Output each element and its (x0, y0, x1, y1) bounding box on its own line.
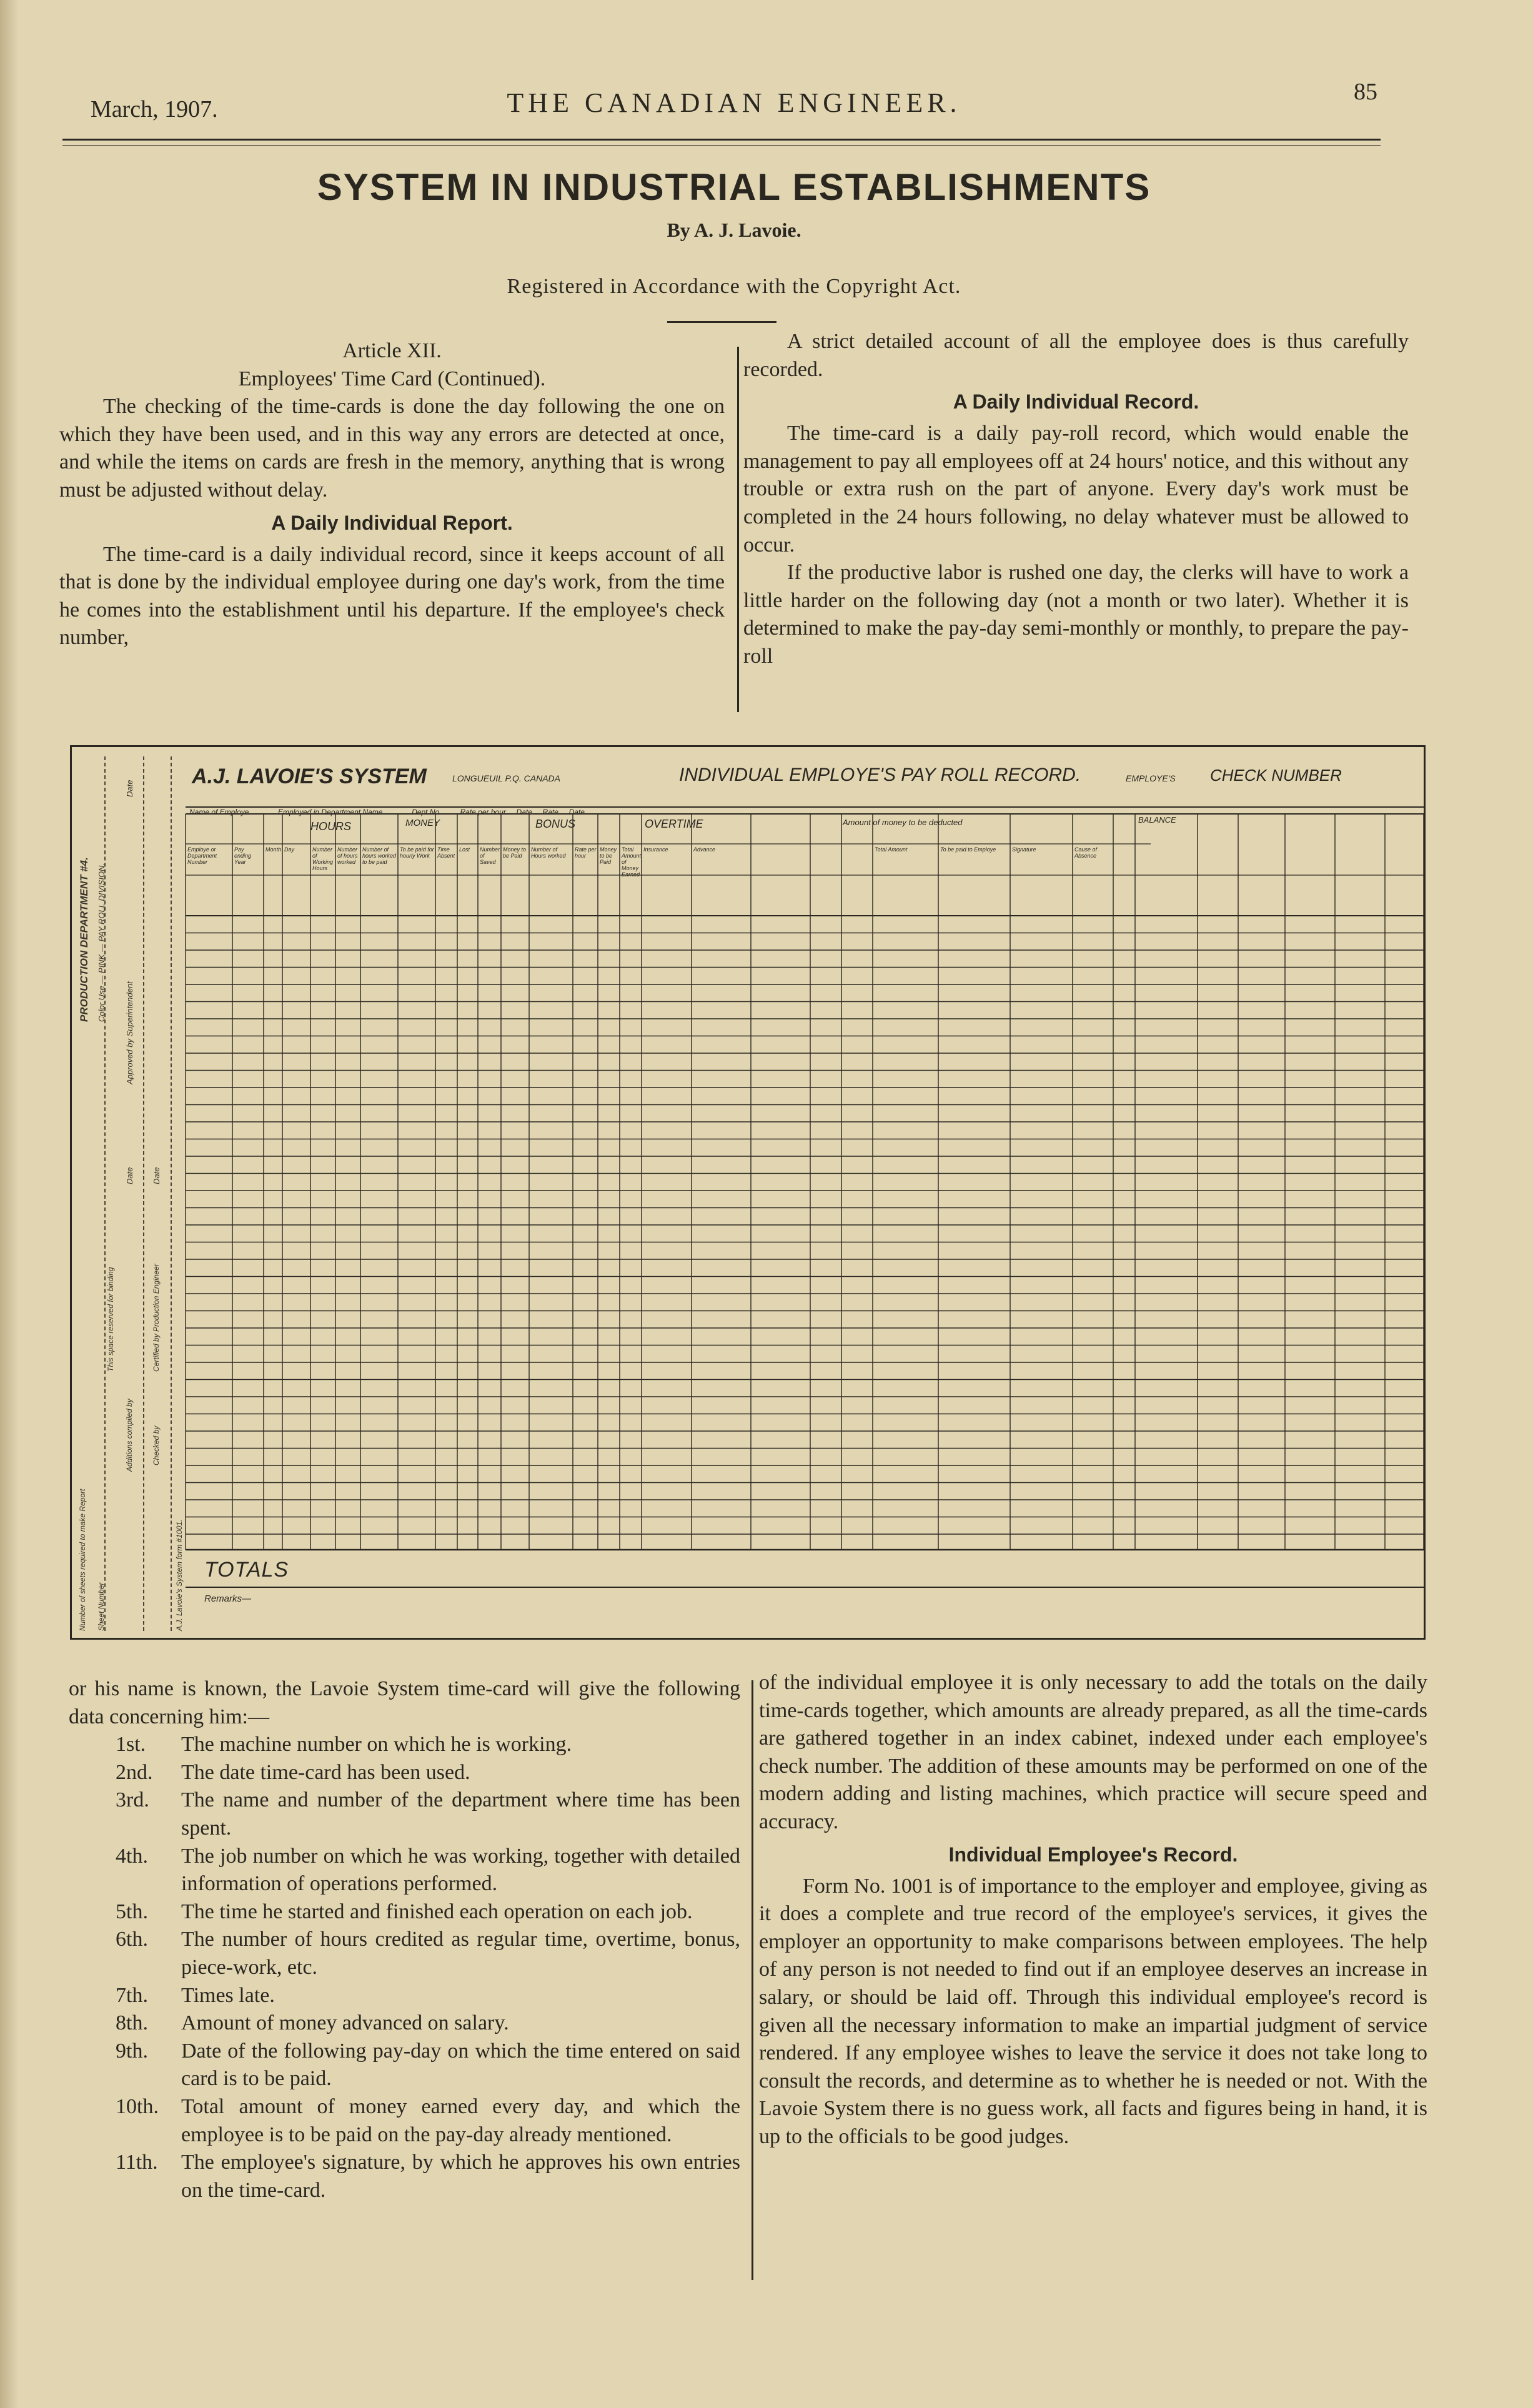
column-label: Lost (459, 846, 470, 853)
group-deductions: Amount of money to be deducted (843, 818, 963, 827)
pay-roll-form (70, 745, 1426, 1640)
grid-lines (186, 806, 1424, 1640)
list-item-number: 8th. (116, 2011, 148, 2035)
list-item-number: 1st. (116, 1733, 146, 1756)
column-label: Pay ending Year (234, 846, 252, 865)
stub-date: Date (125, 1167, 134, 1184)
list-item-text: Times late. (181, 1983, 275, 2007)
list-item-text: The date time-card has been used. (181, 1760, 470, 1784)
column-divider (737, 347, 739, 712)
form-stub (72, 747, 186, 1638)
page-gutter (0, 0, 19, 2408)
stub-department: PRODUCTION DEPARTMENT #4. (78, 857, 90, 1022)
column-label: Number of hours worked (337, 846, 358, 865)
group-balance: BALANCE (1138, 815, 1176, 825)
column-label: Insurance (643, 846, 668, 853)
form-header (186, 747, 1424, 808)
stub-color: Color Use — PINK — PAY ROLL DIVISION. (97, 863, 106, 1022)
list-item-text: The number of hours credited as regular time, overtime, bonus, piece-work, etc. (181, 1928, 740, 1979)
list-item-text: Amount of money advanced on salary. (181, 2011, 509, 2035)
section-heading: A Daily Individual Report. (271, 511, 513, 534)
stub-binding: This space reserved for binding (106, 1267, 115, 1372)
paragraph: If the productive labor is rushed one day, the clerks will have to work a little harder on the following day (not a month or two later). Whether it is determined to make the pay-day semi-monthly or monthly, to prepare the pay-roll (743, 561, 1409, 668)
column-label: Employe or Department Number (187, 846, 217, 865)
header-rule (62, 139, 1381, 141)
stub-certified: Certified by Production Engineer (152, 1264, 161, 1372)
paragraph: of the individual employee it is only necessary to add the totals on the daily time-cards together, which amounts are already prepared, as all the time-cards are gathered together in an index cabinet, indexed under each employee's check number. The addition of these amounts may be performed on one of the modern adding and listing machines, which practice will secure speed and accuracy. (759, 1671, 1427, 1833)
list-item (69, 1982, 740, 2010)
column-label: Number of Saved (480, 846, 500, 865)
form-location: LONGUEUIL P.Q. CANADA (452, 773, 560, 783)
data-list (69, 1731, 740, 2204)
column-label: Day (284, 846, 295, 853)
column-bottom-left (69, 1675, 740, 2204)
column-label: To be paid to Employe (940, 846, 996, 853)
group-bonus: BONUS (535, 818, 576, 830)
group-hours: HOURS (310, 820, 352, 833)
list-item-number: 2nd. (116, 1760, 153, 1784)
paragraph: The checking of the time-cards is done the day following the one on which they have been used, and in this way any errors are detected at once, and while the items on cards are fresh in the memory, anything that is wrong must be adjusted without delay. (59, 395, 725, 502)
column-label: Month (265, 846, 282, 853)
stub-rule (143, 756, 144, 1631)
stub-additions: Additions compiled by (125, 1399, 134, 1472)
column-label: Rate per hour (575, 846, 597, 859)
column-label: Number of Working Hours (312, 846, 334, 871)
article-title: SYSTEM IN INDUSTRIAL ESTABLISHMENTS (317, 166, 1151, 208)
stub-checked: Checked by (152, 1425, 161, 1465)
list-item-number: 10th. (116, 2094, 159, 2118)
stub-sheet-number: Sheet Number (97, 1582, 106, 1631)
list-item-number: 6th. (116, 1928, 148, 1951)
column-label: Money to be Paid (503, 846, 527, 859)
page-number: 85 (1354, 79, 1377, 105)
list-item-number: 9th. (116, 2039, 148, 2063)
form-check-label: CHECK NUMBER (1210, 766, 1342, 785)
list-item (69, 2038, 740, 2093)
list-item-text: The name and number of the department where time has been spent. (181, 1788, 740, 1840)
stub-rule (171, 756, 172, 1631)
column-label: Signature (1012, 846, 1036, 853)
list-item-text: The job number on which he was working, together with detailed information of operations performed. (181, 1844, 740, 1896)
section-heading: A Daily Individual Record. (953, 390, 1199, 414)
list-item-number: 4th. (116, 1844, 148, 1868)
list-item (69, 1926, 740, 1981)
list-item (69, 2009, 740, 2038)
stub-form-number: A.J. Lavoie's System form #1001. (175, 1519, 184, 1631)
byline: By A. J. Lavoie. (667, 219, 801, 241)
journal-title: THE CANADIAN ENGINEER. (507, 87, 961, 118)
column-label: Advance (693, 846, 716, 853)
form-check-small: EMPLOYE'S (1126, 773, 1176, 783)
list-item-text: The employee's signature, by which he approves his own entries on the time-card. (181, 2151, 740, 2202)
stub-date: Date (152, 1167, 161, 1184)
paragraph: The time-card is a daily individual record, since it keeps account of all that is done by the individual employee during one day's work, from the time he comes into the establishment until his departure. If the employee's check number, (59, 542, 725, 650)
list-item-text: Date of the following pay-day on which the time entered on said card is to be paid. (181, 2039, 740, 2091)
list-item-text: Total amount of money earned every day, and which the employee is to be paid on the pay-day already mentioned. (181, 2094, 740, 2146)
form-subheader: Name of Employe ............ Employed in Department Name ............ Dept No. ....... Rate per hour ... Date ... Rate ... Date ... (189, 808, 593, 816)
column-label: Total Amount (875, 846, 908, 853)
group-overtime: OVERTIME (645, 818, 703, 830)
article-subtitle: Employees' Time Card (Continued). (238, 367, 546, 390)
column-bottom-right (759, 1669, 1427, 2151)
list-item (69, 1786, 740, 1842)
list-item (69, 1898, 740, 1926)
list-item (69, 2149, 740, 2204)
paragraph: Form No. 1001 is of importance to the employer and employee, giving as it does a complete and true record of the employee's services, it gives the employer an opportunity to make comparisons between employees. The help of any person is not needed to find out if an employee deserves an increase in salary, or should be laid off. Through this individual employee's record is given all the necessary information to make an impartial judgment of service rendered. If any employee wishes to leave the service it does not take long to consult the records, and determine as to whether he is needed or not. With the Lavoie System there is no guess work, all facts and figures being in hand, it is up to the officials to be good judges. (759, 1874, 1427, 2148)
paragraph: or his name is known, the Lavoie System time-card will give the following data concerning him:— (69, 1677, 740, 1728)
running-head (87, 78, 1381, 122)
issue-date: March, 1907. (91, 96, 218, 122)
list-item (69, 1731, 740, 1759)
stub-date: Date (125, 780, 134, 797)
list-item-text: The machine number on which he is working. (181, 1733, 572, 1756)
list-item-number: 7th. (116, 1983, 148, 2007)
stub-approved: Approved by Superintendent (125, 981, 134, 1084)
column-top-right (743, 328, 1409, 671)
list-item-number: 11th. (116, 2151, 158, 2174)
list-item (69, 2093, 740, 2149)
list-item-number: 3rd. (116, 1788, 149, 1812)
form-record-title: INDIVIDUAL EMPLOYE'S PAY ROLL RECORD. (679, 765, 1081, 785)
column-label: Time Absent (437, 846, 455, 859)
column-label: Total Amount of Money Earned (622, 846, 642, 878)
paragraph: A strict detailed account of all the employee does is thus carefully recorded. (743, 330, 1409, 381)
column-label: To be paid for hourly Work (400, 846, 434, 859)
column-label: Money to be Paid (600, 846, 617, 865)
copyright-notice: Registered in Accordance with the Copyright Act. (507, 275, 961, 298)
list-item-number: 5th. (116, 1900, 148, 1923)
paragraph: The time-card is a daily pay-roll record, which would enable the management to pay all employees off at 24 hours' notice, and this without any trouble or extra rush on the part of anyone. Every day's work must be completed in the 24 hours following, no delay whatever must be allowed to occur. (743, 422, 1409, 557)
list-item (69, 1843, 740, 1898)
remarks-label: Remarks— (204, 1593, 252, 1604)
group-money: MONEY (405, 818, 440, 828)
column-divider (752, 1680, 753, 2280)
totals-label: TOTALS (204, 1558, 289, 1582)
header-rule-thin (62, 145, 1381, 146)
column-top-left (59, 337, 725, 652)
stub-sheets-required: Number of sheets required to make Report (78, 1489, 87, 1631)
column-label: Number of Hours worked (531, 846, 566, 859)
form-brand: A.J. LAVOIE'S SYSTEM (192, 765, 427, 788)
copyright-rule (667, 321, 776, 323)
list-item (69, 1759, 740, 1787)
article-number: Article XII. (342, 339, 442, 362)
section-heading: Individual Employee's Record. (948, 1843, 1238, 1866)
form-grid (186, 806, 1424, 1638)
column-label: Number of hours worked to be paid (362, 846, 397, 865)
column-label: Cause of Absence (1074, 846, 1098, 859)
list-item-text: The time he started and finished each operation on each job. (181, 1900, 693, 1923)
